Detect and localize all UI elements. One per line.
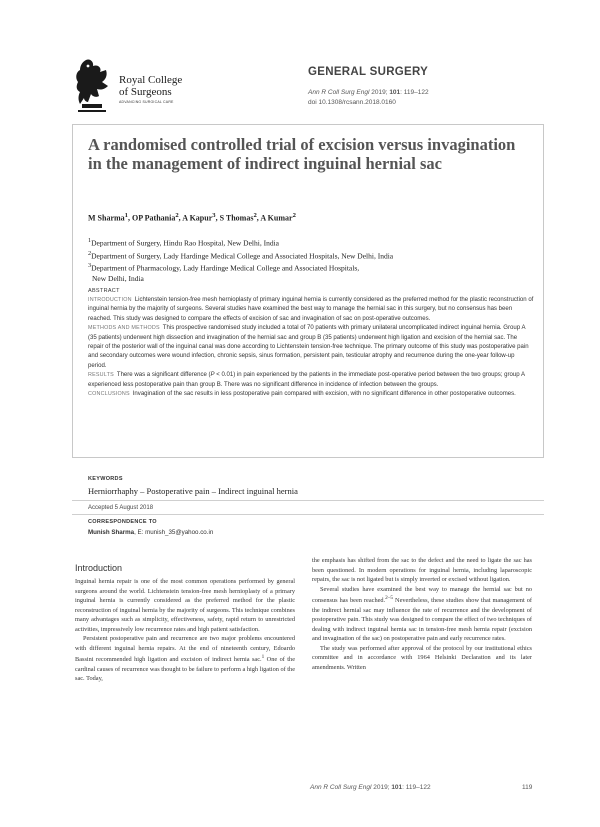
publisher-name-line2: of Surgeons: [119, 86, 172, 98]
author-list: M Sharma$^1$, OP Pathania$^2$, A Kapur$^3$, S Thomas$^2$, A Kumar$^2$: [88, 212, 296, 223]
affiliation-number: 3: [88, 262, 92, 269]
introduction-heading: Introduction: [75, 563, 123, 573]
abstract-results-text-pre: There was a significant difference (: [116, 372, 211, 379]
body-paragraph: the emphasis has shifted from the sac to the defect and the need to ligate the sac has been questioned. In modern operations for inguinal hernia, including laparoscopic repairs, the sac is not ligated but is simply inverted or excised without ligation.: [312, 557, 532, 583]
correspondence-name: Munish Sharma: [88, 529, 135, 536]
accepted-date: Accepted 5 August 2018: [88, 505, 154, 511]
body-paragraph: [75, 634, 295, 684]
journal-abbrev: Ann R Coll Surg Engl: [308, 89, 370, 96]
body-text: One of the cardinal causes of recurrence was thought to be failure to perform a high ligation of the sac. Today,: [75, 656, 295, 683]
keywords-heading: KEYWORDS: [88, 476, 123, 482]
article-title: A randomised controlled trial of excision versus invagination in the management of indirect inguinal hernial sac: [88, 135, 516, 173]
author-name: A Kapur: [182, 213, 213, 223]
abstract-introduction: [88, 296, 534, 324]
citation-year: 2019;: [369, 89, 390, 96]
author-name: OP Pathania: [132, 213, 176, 223]
journal-citation: [308, 88, 429, 98]
abstract-methods: [88, 324, 534, 371]
publisher-logo: [72, 56, 202, 122]
divider: [72, 514, 544, 515]
footer-citation: [310, 784, 431, 791]
abstract-introduction-label: INTRODUCTION: [88, 297, 132, 303]
affiliation-number: 2: [88, 249, 92, 257]
reference-marker[interactable]: 1: [261, 654, 265, 660]
abstract-conclusions: [88, 390, 534, 399]
abstract-heading: ABSTRACT: [88, 288, 120, 294]
citation-volume: 101: [389, 89, 401, 96]
affiliation-number: 1: [88, 237, 92, 244]
body-text: Nevertheless, these studies show that management of the indirect hernial sac may influence the rate of recurrence and the development of postoperative pain. This study was designed to compare the effect of two techniques of dealing with indirect inguinal hernia sac in tension-free mesh hernia repair (excision and invagination of the sac) on postoperative pain and early recurrence rates.: [312, 597, 532, 643]
affiliation-marker: 1: [124, 212, 128, 219]
footer-pages: : 119–122: [402, 784, 431, 791]
correspondence-text: [88, 529, 213, 536]
affiliation-text: Department of Surgery, Lady Hardinge Medical College and Associated Hospitals, New Delhi, India: [91, 251, 394, 260]
divider: [72, 500, 544, 501]
section-label: GENERAL SURGERY: [308, 66, 429, 78]
affiliation-line: [88, 236, 538, 249]
correspondence-heading: CORRESPONDENCE TO: [88, 519, 157, 525]
affiliation-text: Department of Surgery, Hindu Rao Hospital, New Delhi, India: [91, 238, 280, 248]
citation-block: [308, 88, 429, 108]
abstract-introduction-text: Lichtenstein tension-free mesh hernioplasty of primary inguinal hernia is currently considered as the preferred method for the plastic reconstruction of inguinal hernia by the majority of surgeons. Several studies have examined the best way to manage the hernial sac in this surgery, but no consensus has been reached. This study was designed to compare the effects of excision of sac and invagination of sac on post-operative outcomes.: [88, 297, 534, 322]
footer-journal-abbrev: Ann R Coll Surg Engl: [310, 784, 372, 791]
abstract-methods-text: This prospective randomised study included a total of 70 patients with primary unilateral uncomplicated indirect inguinal hernia. Group A (35 patients) underwent high dissection and invagination of the hernial sac and group B (35 patients) underwent high ligation and excision of the hernial sac. The repair of the posterior wall of the inguinal canal was done according to Lichtenstein tension-free technique. The primary outcome of this study was postoperative pain and secondary outcomes were wound infection, chronic sepsis, sinus formation, persistent pain, testicular atrophy and recurrence during the one-year follow-up period.: [88, 325, 529, 369]
correspondence-email[interactable]: , E: munish_35@yahoo.co.in: [134, 529, 214, 536]
footer-year: 2019;: [371, 784, 392, 791]
affiliation-line: [88, 274, 538, 284]
abstract-results-p-symbol: P: [210, 372, 215, 379]
affiliation-text: New Delhi, India: [92, 273, 144, 283]
body-paragraph: [312, 585, 532, 644]
body-column-left: [75, 577, 295, 684]
citation-pages: : 119–122: [400, 89, 429, 96]
body-text: Persistent postoperative pain and recurrence are two major problems encountered with different inguinal hernia repairs. At the end of nineteenth century, Edoardo Bassini recommended high ligation and excision of indirect hernia sac.: [75, 635, 295, 664]
article-header-box: [72, 124, 544, 458]
abstract-conclusions-label: CONCLUSIONS: [88, 391, 130, 398]
affiliation-line: [88, 249, 538, 262]
abstract-methods-label: METHODS AND METHODS: [88, 325, 160, 332]
author-name: M Sharma: [88, 213, 125, 223]
affiliation-marker: 2: [253, 212, 257, 219]
abstract-results-label: RESULTS: [88, 372, 114, 379]
footer-volume: 101: [391, 784, 403, 791]
page-number: 119: [522, 784, 533, 791]
abstract-results-text-post: < 0.01) in pain experienced by the patients in the immediate post-operative period between the two groups; group A experienced less postoperative pain than group B. There was no significant difference in incidence of infection between the groups.: [88, 372, 525, 388]
affiliations: [88, 236, 538, 284]
publisher-tagline: ADVANCING SURGICAL CARE: [119, 100, 174, 104]
body-column-right: [312, 556, 532, 672]
affiliation-marker: 2: [175, 212, 179, 219]
body-paragraph: The study was performed after approval of the protocol by our institutional ethics committee and in accordance with 1964 Helsinki Declaration and its later amendments. Written: [312, 644, 532, 671]
affiliation-text: Department of Pharmacology, Lady Hardinge Medical College and Associated Hospitals,: [91, 263, 360, 273]
abstract-conclusions-text: Invagination of the sac results in less postoperative pain compared with excision, with no significant difference in other postoperative outcomes.: [132, 391, 516, 398]
author-name: S Thomas: [219, 213, 254, 223]
abstract-body: [88, 296, 534, 399]
affiliation-marker: 2: [292, 212, 296, 219]
abstract-results: [88, 371, 534, 390]
publisher-name-line1: Royal College: [119, 74, 183, 86]
publisher-name: [119, 74, 182, 98]
griffin-crest-icon: [72, 56, 116, 114]
affiliation-marker: 3: [212, 212, 216, 219]
affiliation-line: [88, 261, 538, 274]
author-name: A Kumar: [260, 213, 293, 223]
reference-marker[interactable]: 2–5: [385, 595, 393, 601]
body-text: Several studies have examined the best way to manage the hernial sac but no consensus has been reached.: [312, 585, 532, 605]
doi-link[interactable]: doi 10.1308/rcsann.2018.0160: [308, 99, 396, 106]
body-paragraph: Inguinal hernia repair is one of the most common operations performed by general surgeons around the world. Lichtenstein tension-free mesh hernioplasty of a primary inguinal hernia is currently considered as the preferred method for the plastic reconstruction of inguinal hernia by the majority of surgeons. This technique combines many advantages such as simplicity, effectiveness, safety, rapid return to unrestricted activities, impressively low recurrence rates and high patient satisfaction.: [75, 578, 295, 633]
keywords-text: Herniorrhaphy – Postoperative pain – Indirect inguinal hernia: [88, 486, 298, 496]
